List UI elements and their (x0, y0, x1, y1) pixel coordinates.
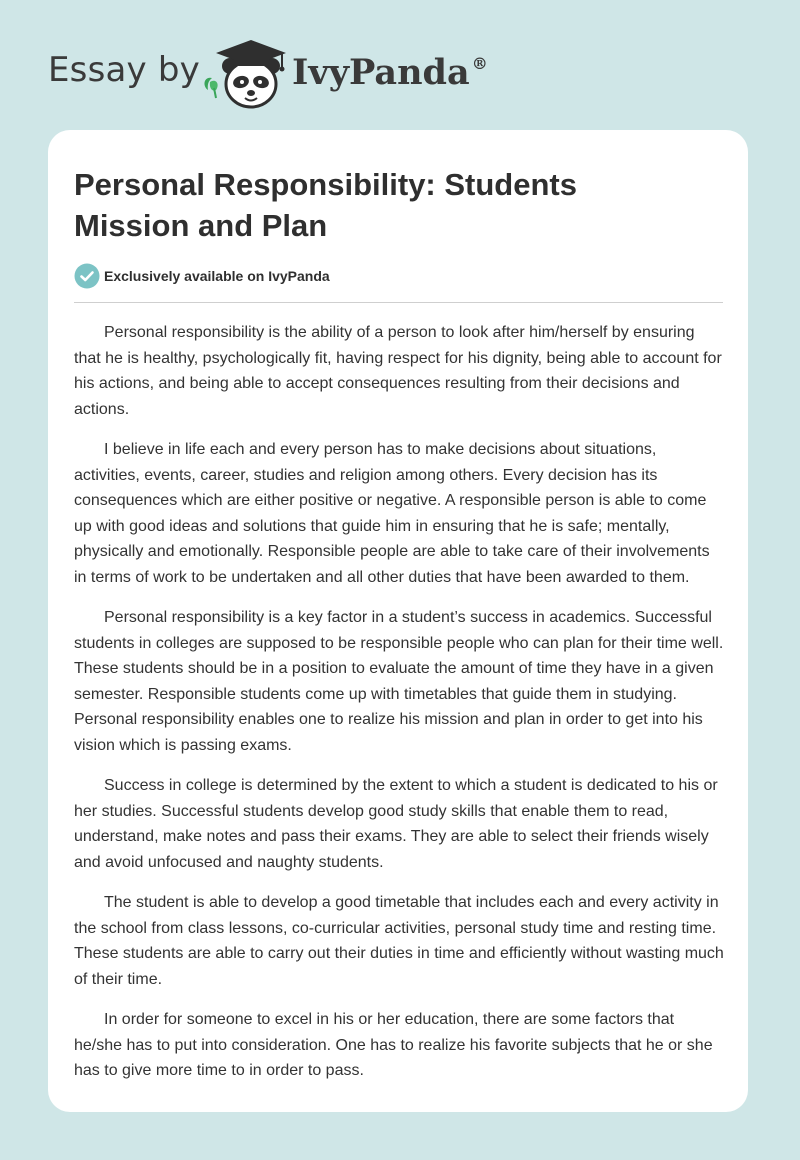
divider (74, 302, 723, 303)
site-header (0, 0, 800, 130)
paragraph: Success in college is determined by the extent to which a student is dedicated to his or her studies. Successful students develop good study skills that enable them to read, understand, make notes and pass their exams. They are able to select their friends wisely and avoid unfocused and naughty students. (74, 777, 718, 871)
page-title: Personal Responsibility: Students Mission and Plan (74, 167, 577, 243)
essay-by-label: Essay by (48, 50, 200, 90)
brand-logo-text[interactable] (292, 52, 488, 93)
paragraph: I believe in life each and every person has to make decisions about situations, activities, events, career, studies and religion among others. Every decision has its consequences which are either positive or negative. A responsible person is able to come up with good ideas and solutions that guide him in ensuring that he is safe; mentally, physically and emotionally. Responsible people are able to take care of their involvements in terms of work to be undertaken and all other duties that have been awarded to them. (74, 441, 710, 586)
exclusive-badge-label: Exclusively available on IvyPanda (104, 268, 330, 284)
check-circle-icon (74, 263, 100, 289)
paragraph: Personal responsibility is a key factor in a student’s success in academics. Successful students in colleges are supposed to be responsible people who can plan for their time well. These students should be in a position to evaluate the amount of time they have in a given semester. Responsible students come up with timetables that guide them in studying. Personal responsibility enables one to realize his mission and plan in order to get into his vision which is passing exams. (74, 609, 724, 754)
paragraph: In order for someone to excel in his or her education, there are some factors that he/she has to put into consideration. One has to realize his favorite subjects that he or she has to give more time to in order to pass. (74, 1011, 713, 1079)
paragraph: Personal responsibility is the ability of a person to look after him/herself by ensuring that he is healthy, psychologically fit, having respect for his dignity, being able to account for his actions, and being able to accept consequences resulting from their decisions and actions. (74, 324, 722, 418)
exclusive-badge (74, 263, 330, 289)
registered-mark: ® (471, 54, 488, 74)
essay-body (74, 320, 724, 1099)
paragraph: The student is able to develop a good timetable that includes each and every activity in the school from class lessons, co-curricular activities, personal study time and resting time. These students are able to carry out their duties in time and efficiently without wasting much of their time. (74, 894, 724, 988)
brand-name: IvyPanda (292, 52, 470, 93)
panda-graduate-icon[interactable] (198, 36, 298, 112)
essay-card (48, 130, 748, 1112)
